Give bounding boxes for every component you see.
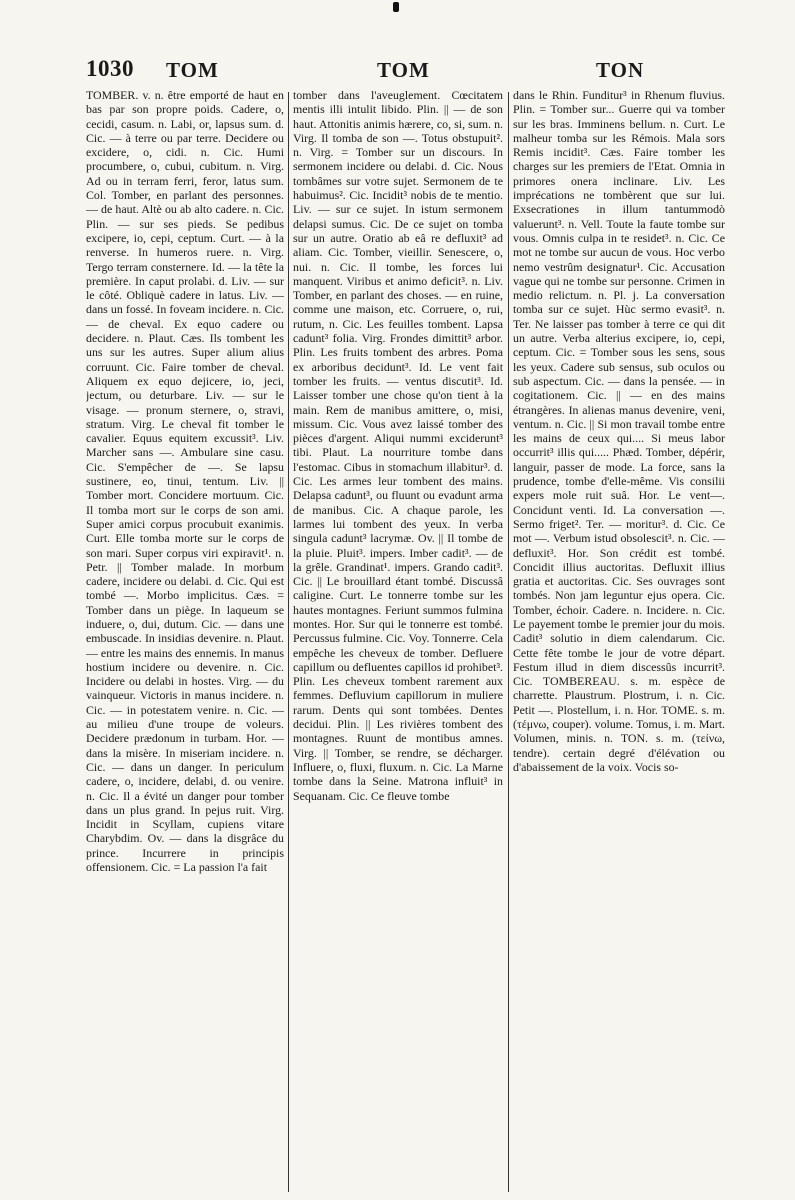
- column-right: [513, 88, 725, 1196]
- column-middle: [293, 88, 503, 1196]
- page-header: [86, 56, 726, 88]
- page-number: 1030: [86, 56, 134, 81]
- column-middle-text: tomber dans l'aveuglement. Cœcitatem mentis illi intulit libido. Plin. || — de son haut. Attonitis animis hærere, co, si, sum. n. Virg. Il tomba de son —. Totus obstupuit². n. Virg. = Tomber sur un discours. In sermonem incidere ou delabi. d. Cic. Nous tombâmes sur votre sujet. Sermonem de te habuimus². Cic. Incidit³ nobis de te mentio. Liv. — sur ce sujet. In istum sermonem delapsi sumus. Cic. De ce sujet on tomba sur un autre. Oratio ab eâ re defluxit³ ad aliam. Cic. Tomber, vieillir. Senescere, o, nui. n. Cic. Il tombe, les forces lui manquent. Viribus et animo deficit³. n. Liv. Tomber, en parlant des choses. — en ruine, comme une maison, etc. Corruere, o, rui, rutum, n. Cic. Les feuilles tombent. Lapsa cadunt³ folia. Virg. Frondes dimittit³ arbor. Plin. Les fruits tombent des arbres. Poma ex arboribus decidunt³. Id. Le vent fait tomber les fruits. — ventus discutit³. Id. Laisser tomber une chose qu'on tient à la main. Rem de manibus amittere, o, misi, missum. Cic. Vous avez laissé tomber des pièces d'argent. Aliqui nummi exciderunt³ tibi. Plaut. La nourriture tombe dans l'estomac. Cibus in stomachum illabitur³. d. Cic. Les armes leur tombent des mains. Delapsa cadunt³, ou fluunt ou evadunt arma de manibus. Cic. A chaque parole, les larmes lui tombent des yeux. In verba singula cadunt³ lacrymæ. Ov. || Il tombe de la pluie. Pluit³. impers. Imber cadit³. — de la grêle. Grandinat¹. impers. Grando cadit³. Cic. || Le brouillard étant tombé. Discussâ caligine. Curt. Le tonnerre tombe sur les hautes montagnes. Feriunt summos fulmina montes. Hor. Sur qui le tonnerre est tombé. Percussus fulmine. Cic. Voy. Tonnerre. Cela empêche les cheveux de tomber. Defluere capillum ou defluentes capillos id prohibet³. Plin. Les cheveux tombent rarement aux femmes. Defluvium capillorum in muliere rarum. Dents qui sont tombées. Dentes decidui. Plin. || Les rivières tombent des montagnes. Ruunt de montibus amnes. Virg. || Tomber, se rendre, se décharger. Influere, o, fluxi, fluxum. n. Cic. La Marne tombe dans la Seine. Matrona influit³ in Sequanam. Cic. Ce fleuve tombe: [293, 88, 503, 803]
- running-headword-left: TOM: [166, 58, 219, 82]
- column-right-text: dans le Rhin. Funditur³ in Rhenum fluvius. Plin. = Tomber sur... Guerre qui va tomber sur les bras. Imminens bellum. n. Curt. Le malheur tomba sur les Rémois. Mala sors Remis incidit³. Cæs. Faire tomber les charges sur les premiers de l'Etat. Omnia in primores onera inclinare. Liv. Les imprécations ne tombèrent que sur lui. Exsecrationes in illum tantummodò valuerunt³. n. Vell. Toute la faute tombe sur vous. Omnis culpa in te residet³. n. Cic. Ce mot ne tombe sur aucun de vous. Hoc verbo nemo vestrûm designatur¹. Cic. Accusation vague qui ne tombe sur personne. Crimen in medio relictum. n. Pl. j. La conversation tomba sur ce sujet. Hùc sermo evasit³. n. Ter. Ne laisser pas tomber à terre ce qui dit un autre. Verba alterius excipere, io, cepi, ceptum. Cic. = Tomber sous les sens, sous les yeux. Cadere sub sensus, sub oculos ou sub aspectum. Cic. — dans la pensée. — in cogitationem. Cic. || — en des mains étrangères. In alienas manus devenire, veni, ventum. n. Cic. || Si mon travail tombe entre les mains de ceux qui.... Si meus labor occurrit³ illis qui..... Phæd. Tomber, dépérir, languir, passer de mode. La force, sans la prudence, tombe d'elle-même. Vis consilii expers mole ruit suâ. Hor. Le vent—. Concidunt venti. Id. La conversation —. Sermo friget². Ter. — moritur³. d. Cic. Ce mot —. Verbum istud obsolescit³. n. Cic. — defluxit³. Hor. Son crédit est tombé. Concidit illius auctoritas. Defluxit illius gratia et auctoritas. Cic. Ses ouvrages sont tombés. Non jam leguntur ejus opera. Cic. Tomber, échoir. Cadere. n. Incidere. n. Cic. Le payement tombe le premier jour du mois. Cadit³ solutio in diem calendarum. Cic. Cette fête tombe le jour de votre départ. Festum illud in diem discessûs incurrit³. Cic. TOMBEREAU. s. m. espèce de charrette. Plaustrum. Plostrum, i. n. Cic. Petit —. Plostellum, i. n. Hor. TOME. s. m. (τέμνω, couper). volume. Tomus, i. m. Mart. Volumen, minis. n. TON. s. m. (τείνω, tendre). certain degré d'élévation ou d'abaissement de la voix. Vocis so-: [513, 88, 725, 774]
- ink-mark: [393, 2, 399, 12]
- column-left: [86, 88, 284, 1196]
- running-headword-center: TOM: [377, 58, 430, 82]
- running-headword-right: TON: [596, 58, 645, 82]
- column-left-text: TOMBER. v. n. être emporté de haut en bas par son propre poids. Cadere, o, cecidi, casum. n. Labi, or, lapsus sum. d. Cic. — à terre ou par terre. Decidere ou excidere, o, cidi. n. Cic. Humi procumbere, o, cubui, cubitum. n. Virg. Ad ou in terram ferri, feror, latus sum. Col. Tomber, en parlant des personnes. — de haut. Altè ou ab alto cadere. n. Cic. Plin. — sur ses pieds. Se pedibus excipere, io, cepi, ceptum. Curt. — à la renverse. In humeros ruere. n. Virg. Tergo terram consternere. Id. — la tête la première. In caput prolabi. d. Liv. — sur le côté. Obliquè cadere in latus. Liv. — dans un fossé. In foveam incidere. n. Cic. — de cheval. Ex equo cadere ou decidere. n. Plaut. Cæs. Ils tombent les uns sur les autres. Super alium alius corruunt. Cic. Faire tomber de cheval. Aliquem ex equo dejicere, io, jeci, jectum, ou deturbare. Liv. — sur le visage. — pronum sternere, o, stravi, stratum. Virg. Le cheval fit tomber le cavalier. Equus equitem excussit³. Liv. Marcher sans —. Ambulare sine casu. Cic. S'empêcher de —. Se lapsu sustinere, eo, tinui, tentum. Liv. || Tomber mort. Concidere mortuum. Cic. Il tomba mort sur le corps de son ami. Super amici corpus procubuit exanimis. Curt. Elle tomba morte sur le corps de son mari. Super corpus viri expiravit¹. n. Petr. || Tomber malade. In morbum cadere, incidere ou delabi. d. Cic. Qui est tombé —. Morbo implicitus. Cæs. = Tomber dans un piège. In laqueum se induere, o, dui, dutum. Cic. — dans une embuscade. In insidias devenire. n. Plaut. — entre les mains des ennemis. In manus hostium incidere ou devenire. n. Cic. Incidere ou delabi in hostes. Virg. — du vainqueur. Victoris in manus incidere. n. Cic. — in potestatem venire. n. Cic. — au milieu d'une troupe de voleurs. Decidere prædonum in turbam. Hor. — dans la misère. In miseriam incidere. n. Cic. — dans un danger. In periculum cadere, o, incidere, delabi, d. ou venire. n. Cic. Il a évité un danger pour tomber dans un plus grand. In pejus ruit. Virg. Incidit in Scyllam, cupiens vitare Charybdim. Ov. — dans la disgrâce du prince. Incurrere in principis offensionem. Cic. = La passion l'a fait: [86, 88, 284, 875]
- column-rule-left: [288, 92, 289, 1192]
- column-rule-right: [508, 92, 509, 1192]
